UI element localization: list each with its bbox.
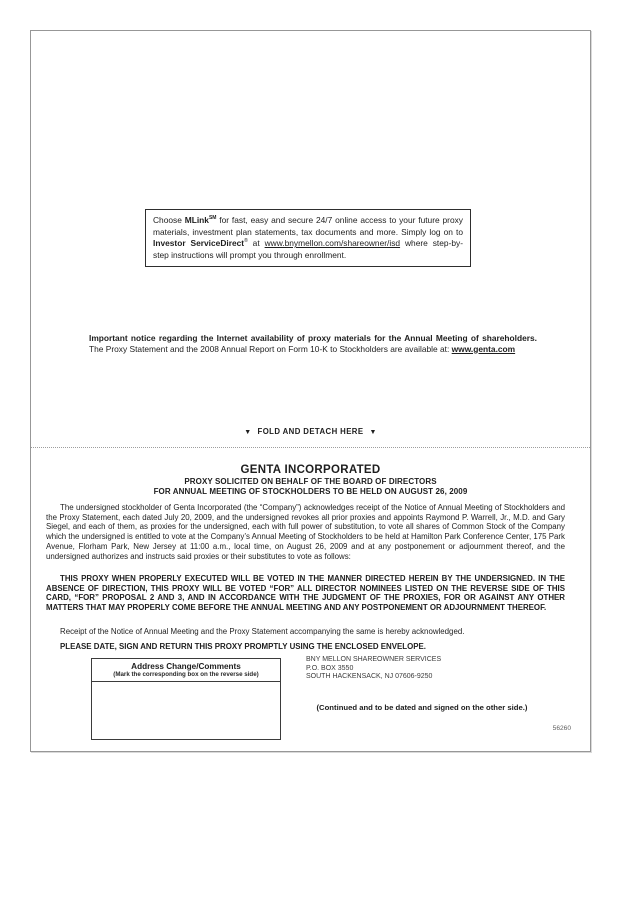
address-change-header: [92, 659, 280, 682]
mlink-enrollment-notice-box: [145, 209, 471, 267]
fold-and-detach-label: FOLD AND DETACH HERE: [257, 427, 364, 436]
continued-on-other-side-note: (Continued and to be dated and signed on the other side.): [316, 703, 528, 712]
proxy-card-heading: [31, 464, 590, 497]
important-notice-text: The Proxy Statement and the 2008 Annual Report on Form 10-K to Stockholders are available at:: [89, 343, 452, 354]
mailing-address-block: [306, 656, 441, 682]
address-change-writein-area: [92, 682, 280, 740]
perforation-dotted-rule: [31, 447, 590, 448]
mlink-notice-text: at: [247, 238, 265, 249]
proxy-appointment-paragraph: The undersigned stockholder of Genta Incorporated (the “Company”) acknowledges receipt of the Notice of Annual Meeting of Stockholders and the Proxy Statement, each dated July 20, 2009, and the undersigned revokes all prior proxies and appoints Raymond P. Warrell, Jr., M.D. and Gary Siegel, and each of them, as proxies for the undersigned, each with full power of substitution, to vote all shares of Common Stock of the Company which the undersigned is entitled to vote at the Company’s Annual Meeting of Stockholders to be held at Hamilton Park Conference Center, 175 Park Avenue, Florham Park, New Jersey at 11:00 a.m., local time, on August 26, 2009 and at any postponement or adjournment thereof, and the undersigned authorizes and instructs said proxies or their substitutes to vote as follows:: [46, 503, 565, 561]
voting-instructions-paragraph: THIS PROXY WHEN PROPERLY EXECUTED WILL BE VOTED IN THE MANNER DIRECTED HEREIN BY THE UNDERSIGNED. IN THE ABSENCE OF DIRECTION, THIS PROXY WILL BE VOTED “FOR” ALL DIRECTOR NOMINEES LISTED ON THE REVERSE SIDE OF THIS CARD, “FOR” PROPOSAL 2 AND 3, AND IN ACCORDANCE WITH THE JUDGMENT OF THE PROXIES, FOR OR AGAINST ANY OTHER MATTERS THAT MAY PROPERLY COME BEFORE THE ANNUAL MEETING AND ANY POSTPONEMENT OR ADJOURNMENT THEREOF.: [46, 574, 565, 613]
annual-meeting-line: FOR ANNUAL MEETING OF STOCKHOLDERS TO BE HELD ON AUGUST 26, 2009: [153, 487, 468, 496]
mlink-notice-text: where step-by-step instructions will prompt you through enrollment.: [153, 238, 463, 260]
mailing-address-line: P.O. BOX 3550: [306, 664, 354, 672]
proxy-card-sheet: [30, 30, 591, 752]
mlink-notice-text: for fast, easy and secure 24/7 online access to your future proxy materials, investment plan statements, tax documents and more. Simply log on to: [153, 215, 463, 237]
bnymellon-url: www.bnymellon.com/shareowner/isd: [264, 238, 401, 249]
return-envelope-instruction: PLEASE DATE, SIGN AND RETURN THIS PROXY PROMPTLY USING THE ENCLOSED ENVELOPE.: [60, 642, 426, 651]
fold-and-detach-row: [31, 427, 590, 436]
registered-mark: ®: [244, 238, 248, 245]
down-arrow-icon: ▼: [369, 429, 377, 436]
mlink-servicemark: SM: [208, 215, 217, 222]
important-notice-bold-text: Important notice regarding the Internet availability of proxy materials for the Annual Meeting of shareholders.: [89, 333, 537, 343]
investor-servicedirect-brand: Investor ServiceDirect: [153, 238, 245, 249]
down-arrow-icon: ▼: [244, 429, 252, 436]
mlink-notice-text: Choose: [153, 215, 185, 225]
proxy-solicited-line: PROXY SOLICITED ON BEHALF OF THE BOARD OF DIRECTORS: [184, 477, 437, 486]
address-change-comments-box: [91, 658, 281, 740]
mailing-address-line: SOUTH HACKENSACK, NJ 07606-9250: [306, 673, 433, 681]
internet-availability-notice: [89, 333, 537, 354]
form-number: 56260: [552, 725, 571, 732]
address-change-subtitle: (Mark the corresponding box on the reverse side): [113, 671, 259, 678]
company-name: GENTA INCORPORATED: [240, 464, 381, 476]
mlink-brand: MLink: [184, 215, 209, 225]
genta-url: www.genta.com: [451, 343, 516, 354]
receipt-acknowledgement-line: Receipt of the Notice of Annual Meeting and the Proxy Statement accompanying the same is hereby acknowledged.: [60, 627, 465, 636]
mailing-address-line: BNY MELLON SHAREOWNER SERVICES: [306, 656, 442, 663]
address-change-title: Address Change/Comments: [131, 662, 241, 671]
